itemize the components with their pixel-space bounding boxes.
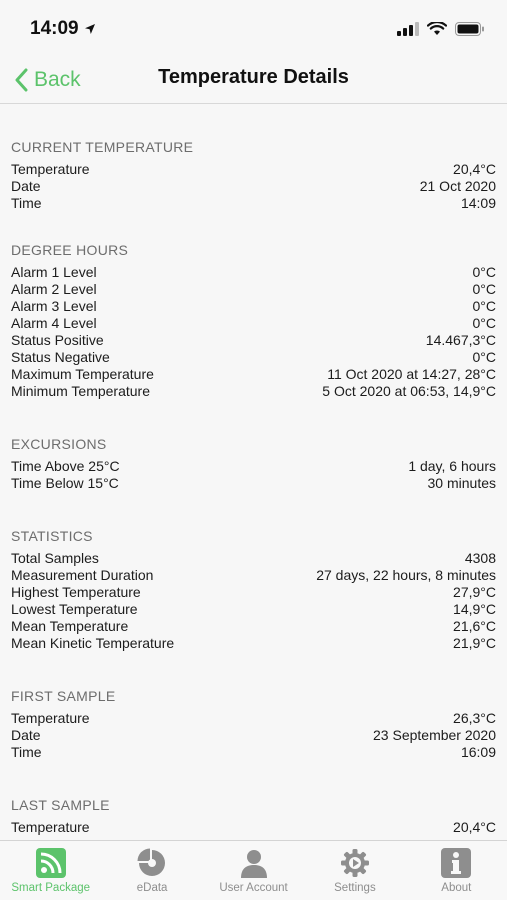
status-time (30, 18, 96, 40)
battery-icon (455, 22, 485, 36)
section-header: LAST SAMPLE (11, 797, 110, 813)
detail-value: 20,4°C (453, 819, 496, 835)
details-section (0, 686, 507, 761)
tab-label: Settings (334, 882, 376, 894)
detail-label: Status Negative (11, 349, 110, 365)
detail-value: 30 minutes (427, 475, 496, 491)
detail-row (11, 710, 496, 727)
location-arrow-icon (84, 23, 96, 35)
detail-label: Minimum Temperature (11, 383, 151, 399)
details-section (0, 240, 507, 400)
detail-value: 1 day, 6 hours (408, 458, 496, 474)
detail-value: 14.467,3°C (425, 332, 496, 348)
detail-value: 0°C (472, 298, 496, 314)
rss-feed-icon (35, 848, 67, 878)
detail-value: 21 Oct 2020 (419, 178, 496, 194)
detail-label: Temperature (11, 819, 90, 835)
tab-user-account[interactable] (203, 841, 304, 900)
detail-value: 26,3°C (453, 710, 496, 726)
page-title: Temperature Details (158, 66, 349, 88)
detail-value: 20,4°C (453, 161, 496, 177)
detail-value: 23 September 2020 (373, 727, 496, 743)
detail-label: Alarm 2 Level (11, 281, 97, 297)
section-header: FIRST SAMPLE (11, 688, 116, 704)
detail-label: Alarm 4 Level (11, 315, 97, 331)
detail-row (11, 727, 496, 744)
detail-row (11, 298, 496, 315)
detail-row (11, 819, 496, 836)
detail-label: Mean Temperature (11, 618, 129, 634)
detail-row (11, 178, 496, 195)
detail-row (11, 567, 496, 584)
detail-row (11, 618, 496, 635)
detail-row (11, 264, 496, 281)
section-header: DEGREE HOURS (11, 242, 129, 258)
status-bar (0, 0, 507, 58)
section-header: EXCURSIONS (11, 436, 107, 452)
detail-label: Time (11, 744, 42, 760)
details-section (0, 795, 507, 836)
detail-row (11, 458, 496, 475)
detail-label: Time (11, 195, 42, 211)
detail-row (11, 281, 496, 298)
tab-label: Smart Package (11, 882, 91, 894)
detail-label: Date (11, 178, 41, 194)
pie-chart-icon (136, 848, 168, 878)
detail-row (11, 195, 496, 212)
signal-icon (397, 22, 419, 36)
detail-value: 14,9°C (453, 601, 496, 617)
detail-label: Alarm 1 Level (11, 264, 97, 280)
detail-label: Alarm 3 Level (11, 298, 97, 314)
tab-bar (0, 840, 507, 900)
details-scroll-view[interactable] (0, 105, 507, 840)
detail-value: 21,9°C (453, 635, 496, 651)
detail-row (11, 475, 496, 492)
detail-row (11, 332, 496, 349)
detail-row (11, 550, 496, 567)
detail-label: Measurement Duration (11, 567, 154, 583)
tab-about[interactable] (406, 841, 507, 900)
detail-label: Temperature (11, 710, 90, 726)
detail-row (11, 366, 496, 383)
detail-row (11, 315, 496, 332)
tab-edata[interactable] (101, 841, 202, 900)
detail-label: Mean Kinetic Temperature (11, 635, 175, 651)
gear-icon (339, 848, 371, 878)
detail-row (11, 161, 496, 178)
details-section (0, 526, 507, 652)
detail-label: Status Positive (11, 332, 104, 348)
tab-smart-package[interactable] (0, 841, 101, 900)
detail-label: Total Samples (11, 550, 99, 566)
navigation-bar (0, 58, 507, 104)
detail-row (11, 584, 496, 601)
detail-row (11, 383, 496, 400)
detail-value: 21,6°C (453, 618, 496, 634)
section-header: STATISTICS (11, 528, 93, 544)
detail-row (11, 349, 496, 366)
detail-row (11, 601, 496, 618)
detail-value: 0°C (472, 264, 496, 280)
detail-value: 0°C (472, 281, 496, 297)
detail-row (11, 744, 496, 761)
detail-value: 4308 (464, 550, 496, 566)
detail-label: Highest Temperature (11, 584, 141, 600)
detail-value: 27 days, 22 hours, 8 minutes (316, 567, 496, 583)
detail-row (11, 635, 496, 652)
detail-value: 14:09 (460, 195, 496, 211)
detail-label: Maximum Temperature (11, 366, 154, 382)
section-header: CURRENT TEMPERATURE (11, 139, 194, 155)
wifi-icon (427, 22, 447, 36)
back-label: Back (34, 68, 81, 91)
tab-label: About (441, 882, 472, 894)
clock-text: 14:09 (30, 18, 79, 39)
tab-settings[interactable] (304, 841, 405, 900)
details-section (0, 434, 507, 492)
detail-value: 27,9°C (453, 584, 496, 600)
detail-value: 11 Oct 2020 at 14:27, 28°C (327, 366, 496, 382)
detail-label: Lowest Temperature (11, 601, 138, 617)
tab-label: eData (136, 882, 168, 894)
details-section (0, 137, 507, 212)
detail-label: Time Above 25°C (11, 458, 120, 474)
details-list (0, 137, 507, 836)
detail-value: 16:09 (460, 744, 496, 760)
info-icon (440, 848, 472, 878)
tab-label: User Account (219, 882, 288, 894)
detail-label: Temperature (11, 161, 90, 177)
detail-value: 0°C (472, 315, 496, 331)
detail-label: Date (11, 727, 41, 743)
detail-value: 0°C (472, 349, 496, 365)
detail-label: Time Below 15°C (11, 475, 119, 491)
user-icon (238, 848, 270, 878)
status-indicators (397, 22, 485, 36)
detail-value: 5 Oct 2020 at 06:53, 14,9°C (322, 383, 496, 399)
